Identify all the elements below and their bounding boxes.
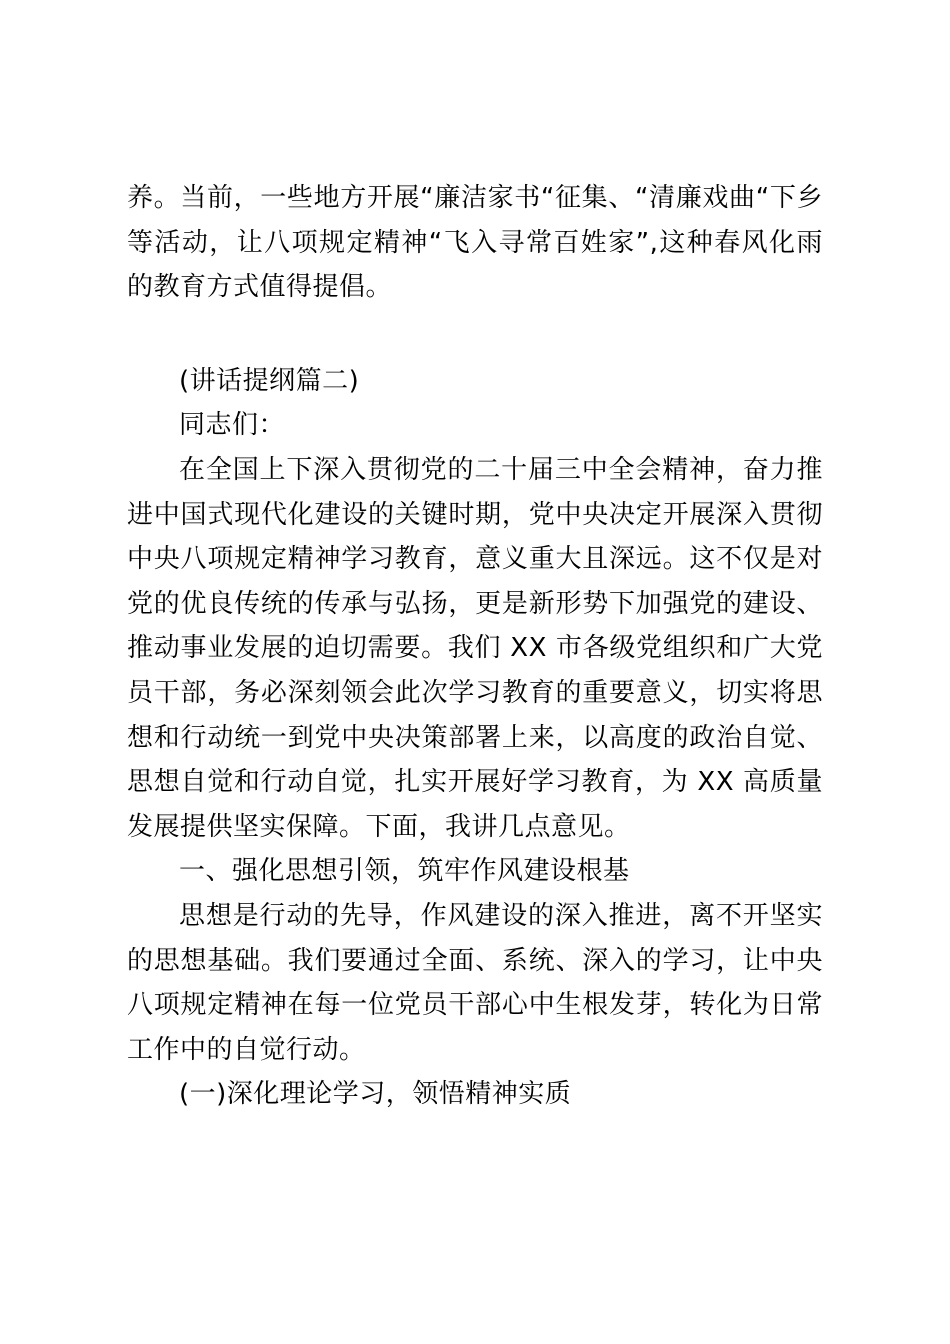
paragraph-intro: 在全国上下深入贯彻党的二十届三中全会精神，奋力推进中国式现代化建设的关键时期，党中央决定开展深入贯彻中央八项规定精神学习教育，意义重大且深远。这不仅是对党的优良传统的传承与弘扬，更是新形势下加强党的建设、推动事业发展的迫切需要。我们 XX 市各级党组织和广大党员干部，务必深刻领会此次学习教育的重要意义，切实将思想和行动统一到党中央决策部署上来，以高度的政治自觉、思想自觉和行动自觉，扎实开展好学习教育，为 XX 高质量发展提供坚实保障。下面，我讲几点意见。 <box>127 454 823 842</box>
document-body <box>127 176 823 1117</box>
section-heading: (讲话提纲篇二) <box>179 365 360 396</box>
paragraph-body: 思想是行动的先导，作风建设的深入推进，离不开坚实的思想基础。我们要通过全面、系统、深入的学习，让中央八项规定精神在每一位党员干部心中生根发芽，转化为日常工作中的自觉行动。 <box>127 900 823 1065</box>
section-spacer <box>127 310 823 359</box>
salutation: 同志们： <box>179 410 286 441</box>
heading-level-2: (一)深化理论学习，领悟精神实质 <box>179 1079 572 1110</box>
paragraph-continuation: 养。当前，一些地方开展“廉洁家书“征集、“清廉戏曲“下乡等活动，让八项规定精神“飞入寻常百姓家”,这种春风化雨的教育方式值得提倡。 <box>127 183 823 303</box>
heading-level-1: 一、强化思想引领，筑牢作风建设根基 <box>179 856 630 887</box>
